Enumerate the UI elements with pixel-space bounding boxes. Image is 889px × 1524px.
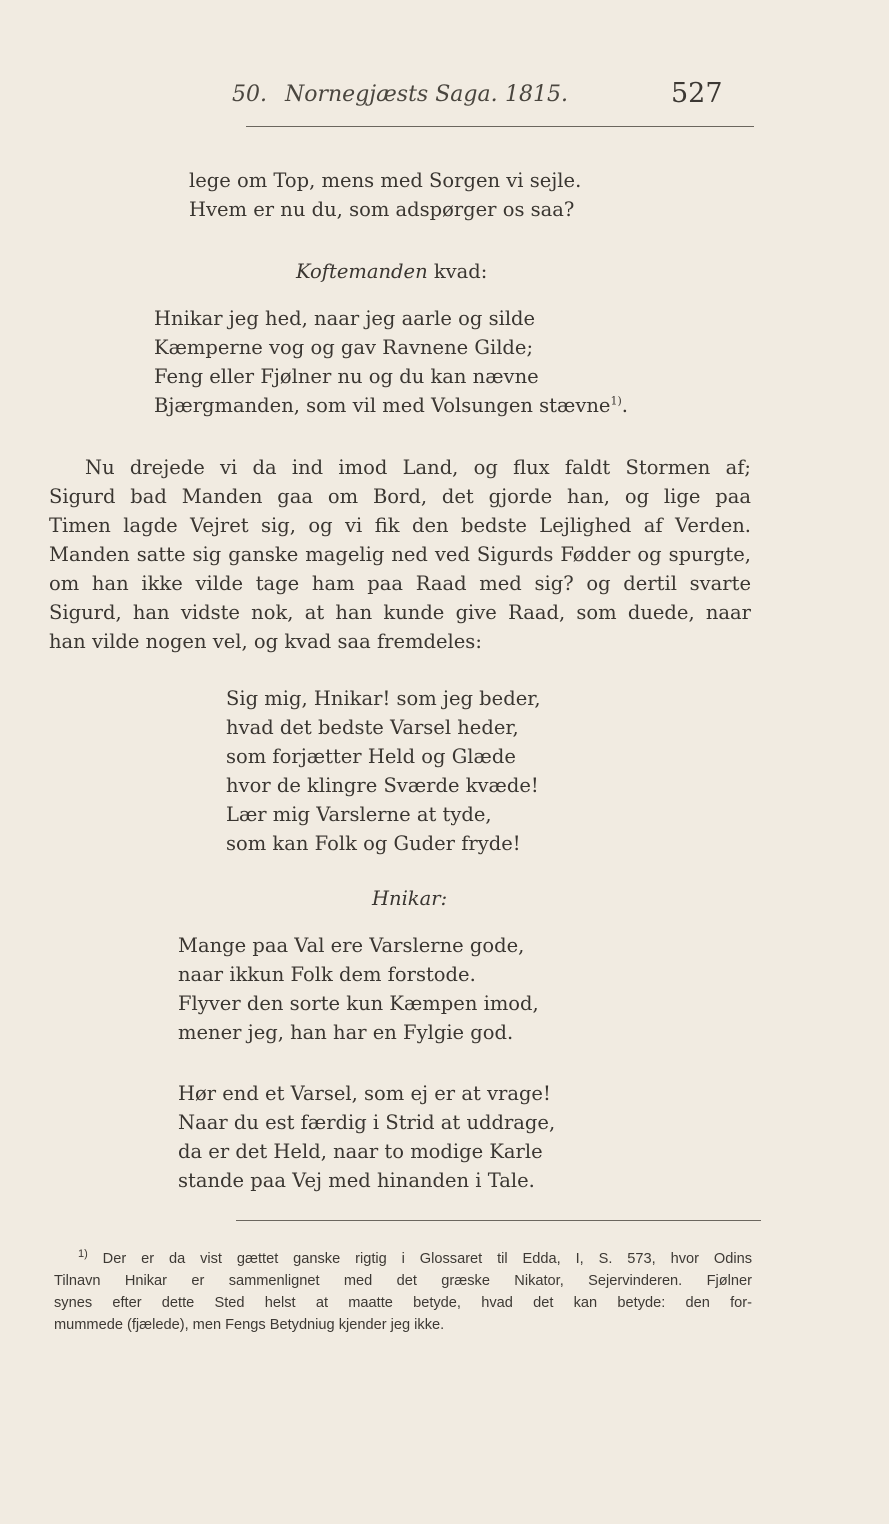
header-title: Nornegjæsts Saga. [285, 82, 498, 107]
speaker-name: Koftemanden [296, 260, 428, 283]
paragraph-line: Nu drejede vi da ind imod Land, og flux faldt Stormen af; [85, 456, 751, 479]
stanza1-line-2: Kæmperne vog og gav Ravnene Gilde; [154, 336, 534, 359]
footnote [54, 1248, 752, 1336]
stanza2-line-6: som kan Folk og Guder fryde! [226, 832, 521, 855]
page-number: 527 [671, 78, 723, 109]
header-year: 1815. [505, 82, 568, 107]
footnote-reference[interactable]: 1) [610, 394, 622, 408]
footnote-line-4: mummede (fjælede), men Fengs Betydniug kjender jeg ikke. [54, 1317, 445, 1333]
stanza1-line-4-end: . [621, 394, 628, 417]
prose-paragraph [49, 453, 751, 656]
stanza2-line-4: hvor de klingre Sværde kvæde! [226, 774, 539, 797]
header-rule [246, 126, 754, 127]
paragraph-line: Manden satte sig ganske magelig ned ved Sigurds Fødder og spurgte, [49, 543, 751, 566]
paragraph-line: Sigurd, han vidste nok, at han kunde give Raad, som duede, naar [49, 601, 751, 624]
stanza2-line-2: hvad det bedste Varsel heder, [226, 716, 519, 739]
stanza4-line-4: stande paa Vej med hinanden i Tale. [178, 1169, 535, 1192]
stanza3-line-3: Flyver den sorte kun Kæmpen imod, [178, 992, 539, 1015]
stanza1-line-3: Feng eller Fjølner nu og du kan nævne [154, 365, 539, 388]
stanza1-line-4-text: Bjærgmanden, som vil med Volsungen stævne [154, 394, 611, 417]
paragraph-line: Sigurd bad Manden gaa om Bord, det gjorde han, og lige paa [49, 485, 751, 508]
paragraph-line: Timen lagde Vejret sig, og vi fik den bedste Lejlighed af Verden. [49, 514, 751, 537]
footnote-rule [236, 1220, 761, 1221]
stanza3-line-1: Mange paa Val ere Varslerne gode, [178, 934, 525, 957]
stanza2-line-1: Sig mig, Hnikar! som jeg beder, [226, 687, 541, 710]
paragraph-line: om han ikke vilde tage ham paa Raad med sig? og dertil svarte [49, 572, 751, 595]
stanza3-line-2: naar ikkun Folk dem forstode. [178, 963, 476, 986]
stanza2-line-5: Lær mig Varslerne at tyde, [226, 803, 492, 826]
speaker-heading-hnikar: Hnikar: [372, 887, 448, 910]
stanza1-line-4 [154, 391, 628, 420]
header-chapter-number: 50. [232, 82, 267, 107]
speaker-verb: kvad: [427, 260, 488, 283]
opening-line-1: lege om Top, mens med Sorgen vi sejle. [189, 169, 582, 192]
footnote-line-1 [54, 1248, 752, 1270]
opening-line-2: Hvem er nu du, som adspørger os saa? [189, 198, 575, 221]
footnote-marker: 1) [78, 1248, 88, 1261]
stanza4-line-2: Naar du est færdig i Strid at uddrage, [178, 1111, 556, 1134]
footnote-line-1-text: Der er da vist gættet ganske rigtig i Glossaret til Edda, I, S. 573, hvor Odins [87, 1251, 752, 1267]
stanza4-line-1: Hør end et Varsel, som ej er at vrage! [178, 1082, 551, 1105]
footnote-line-3: synes efter dette Sted helst at maatte betyde, hvad det kan betyde: den for- [54, 1295, 752, 1311]
footnote-line-2: Tilnavn Hnikar er sammenlignet med det græske Nikator, Sejervinderen. Fjølner [54, 1273, 752, 1289]
speaker-heading-koftemanden [296, 257, 487, 286]
stanza4-line-3: da er det Held, naar to modige Karle [178, 1140, 543, 1163]
paragraph-line: han vilde nogen vel, og kvad saa fremdeles: [49, 630, 482, 653]
stanza1-line-1: Hnikar jeg hed, naar jeg aarle og silde [154, 307, 536, 330]
stanza3-line-4: mener jeg, han har en Fylgie god. [178, 1021, 514, 1044]
stanza2-line-3: som forjætter Held og Glæde [226, 745, 516, 768]
